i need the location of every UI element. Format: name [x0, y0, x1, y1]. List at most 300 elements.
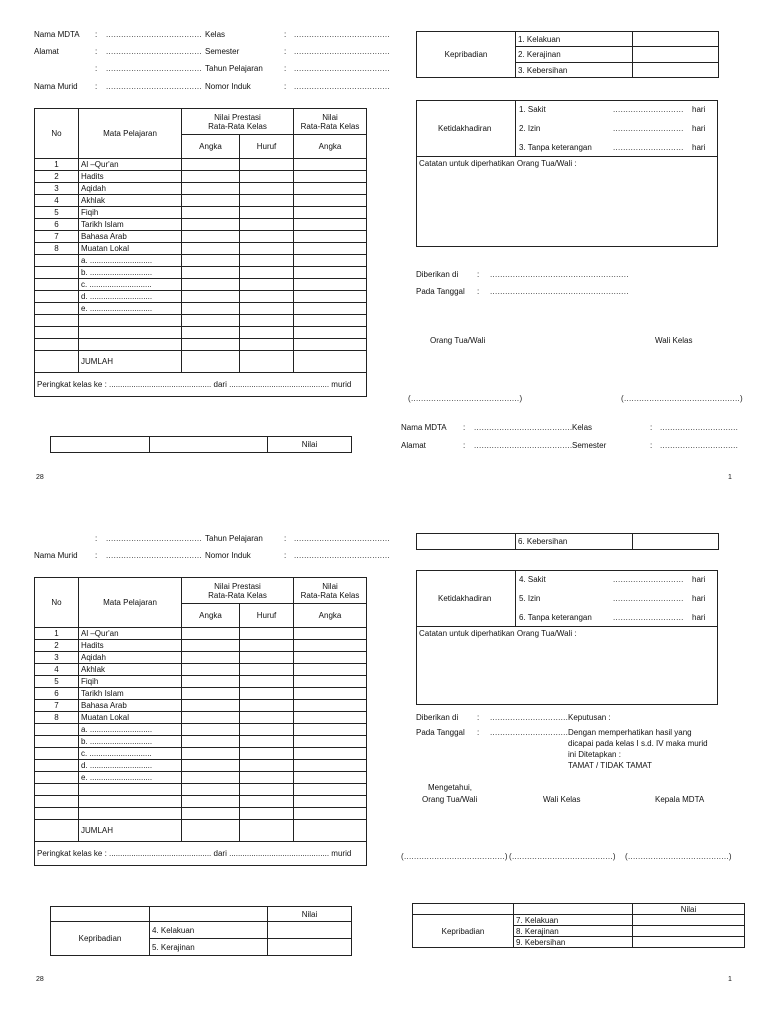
- ident-dots: ......................................: [106, 82, 202, 91]
- ident-colon: :: [95, 82, 98, 91]
- absence-item: 4. Sakit: [519, 575, 546, 584]
- row-no: [35, 748, 79, 760]
- row-no: [35, 724, 79, 736]
- row-subject: b. ............................: [79, 736, 182, 748]
- bottom-label-semester: Semester: [572, 441, 607, 450]
- row-angka: [182, 183, 240, 195]
- keputusan-text: Dengan memperhatikan hasil yang: [568, 728, 692, 737]
- row-huruf: [240, 712, 294, 724]
- row-rata: [294, 303, 367, 315]
- jumlah-label: JUMLAH: [79, 820, 182, 842]
- bottom-label-kelas: Kelas: [572, 423, 593, 432]
- row-rata: [294, 327, 367, 339]
- table-row: [35, 291, 367, 303]
- colon: :: [650, 423, 653, 432]
- col-angka: Angka: [182, 135, 240, 159]
- table-row: [35, 159, 367, 171]
- row-subject: Aqidah: [79, 652, 182, 664]
- col-huruf: Huruf: [240, 604, 294, 628]
- page-number-right: 1: [728, 976, 732, 983]
- row-subject: Muatan Lokal: [79, 712, 182, 724]
- row-huruf: [240, 652, 294, 664]
- row-rata: [294, 640, 367, 652]
- table-row: [35, 219, 367, 231]
- ident-dots: ......................................: [294, 30, 390, 39]
- grade-rows: [35, 159, 367, 351]
- colon: :: [477, 728, 480, 737]
- row-subject: c. ............................: [79, 748, 182, 760]
- diberikan-label: Diberikan di: [416, 270, 459, 279]
- row-rata: [294, 772, 367, 784]
- table-row: [35, 772, 367, 784]
- row-rata: [294, 700, 367, 712]
- absence-unit: hari: [692, 105, 706, 114]
- row-subject: Aqidah: [79, 183, 182, 195]
- row-huruf: [240, 736, 294, 748]
- row-subject: d. ............................: [79, 291, 182, 303]
- row-huruf: [240, 315, 294, 327]
- table-row: [35, 808, 367, 820]
- row-angka: [182, 339, 240, 351]
- row-subject: Al –Qur'an: [79, 159, 182, 171]
- absence-dots: ............................: [613, 613, 684, 622]
- table-row: [35, 315, 367, 327]
- ident-dots: ......................................: [294, 47, 390, 56]
- row-rata: [294, 159, 367, 171]
- ident-label-alamat: Alamat: [34, 47, 59, 56]
- row-huruf: [240, 195, 294, 207]
- row-subject: c. ............................: [79, 279, 182, 291]
- absence-unit: hari: [692, 613, 706, 622]
- row-no: [35, 291, 79, 303]
- row-no: 2: [35, 640, 79, 652]
- row-subject: [79, 784, 182, 796]
- row-subject: a. ............................: [79, 724, 182, 736]
- empty-cell: [51, 907, 150, 922]
- table-row: [35, 267, 367, 279]
- row-subject: Muatan Lokal: [79, 243, 182, 255]
- table-row: [35, 303, 367, 315]
- row-rata: [294, 808, 367, 820]
- absence-unit: hari: [692, 124, 706, 133]
- row-no: 5: [35, 207, 79, 219]
- diberikan-label: Diberikan di: [416, 713, 459, 722]
- row-no: 6: [35, 688, 79, 700]
- row-angka: [182, 327, 240, 339]
- row-no: 3: [35, 652, 79, 664]
- divider: [515, 570, 516, 626]
- row-huruf: [240, 760, 294, 772]
- row-no: [35, 339, 79, 351]
- nilai-small-table: [50, 436, 352, 453]
- table-row: [35, 195, 367, 207]
- table-row: [35, 183, 367, 195]
- divider: [416, 626, 718, 627]
- ident-dots: ......................................: [294, 534, 390, 543]
- row-huruf: [240, 327, 294, 339]
- row-angka: [182, 808, 240, 820]
- row-subject: e. ............................: [79, 303, 182, 315]
- mengetahui-label: Mengetahui,: [428, 783, 473, 792]
- row-no: [35, 315, 79, 327]
- colon: :: [650, 441, 653, 450]
- row-no: 5: [35, 676, 79, 688]
- ident-label-nomor-induk: Nomor Induk: [205, 82, 251, 91]
- keputusan-text: dicapai pada kelas I s.d. IV maka murid: [568, 739, 708, 748]
- jumlah-cell: [182, 820, 240, 842]
- empty-cell: [150, 437, 268, 453]
- ident-label-nama-murid: Nama Murid: [34, 82, 78, 91]
- row-huruf: [240, 207, 294, 219]
- table-row: [35, 207, 367, 219]
- absence-dots: ............................: [613, 575, 684, 584]
- kepribadian-table: [416, 31, 719, 78]
- ident-label-kelas: Kelas: [205, 30, 226, 39]
- row-huruf: [240, 772, 294, 784]
- row-angka: [182, 315, 240, 327]
- table-row: [35, 640, 367, 652]
- row-rata: [294, 339, 367, 351]
- empty-cell: [633, 937, 745, 948]
- row-subject: Akhlak: [79, 664, 182, 676]
- row-angka: [182, 724, 240, 736]
- row-angka: [182, 628, 240, 640]
- orang-tua-label: Orang Tua/Wali: [430, 336, 486, 345]
- grade-table: [34, 577, 367, 866]
- colon: :: [463, 441, 466, 450]
- empty-cell: [633, 47, 719, 63]
- orang-tua-label: Orang Tua/Wali: [422, 795, 478, 804]
- row-subject: Hadits: [79, 640, 182, 652]
- grade-table: [34, 108, 367, 397]
- row-angka: [182, 664, 240, 676]
- empty-cell: [633, 915, 745, 926]
- ketidakhadiran-label: Ketidakhadiran: [438, 124, 492, 133]
- jumlah-cell: [35, 820, 79, 842]
- table-row: [35, 676, 367, 688]
- ident-dots: ......................................: [294, 551, 390, 560]
- row-no: [35, 267, 79, 279]
- kepribadian-item: 2. Kerajinan: [516, 47, 633, 63]
- page-number-right: 1: [728, 474, 732, 481]
- jumlah-cell: [35, 351, 79, 373]
- row-rata: [294, 688, 367, 700]
- row-angka: [182, 255, 240, 267]
- colon: :: [477, 713, 480, 722]
- row-angka: [182, 267, 240, 279]
- jumlah-cell: [294, 351, 367, 373]
- kepribadian-label: Kepribadian: [417, 32, 516, 78]
- row-subject: Hadits: [79, 171, 182, 183]
- row-rata: [294, 207, 367, 219]
- tamat-label: TAMAT / TIDAK TAMAT: [568, 761, 652, 770]
- table-row: [35, 327, 367, 339]
- table-row: [35, 748, 367, 760]
- page-number-left: 28: [36, 474, 44, 481]
- kepribadian-table-right: [412, 903, 745, 948]
- table-row: [35, 171, 367, 183]
- bottom-dots: ...............................: [660, 423, 739, 432]
- signature-kepala: (........................................): [625, 852, 732, 861]
- ident-colon: :: [95, 64, 98, 73]
- empty-cell: [633, 32, 719, 47]
- row-subject: Al –Qur'an: [79, 628, 182, 640]
- ident-colon: :: [284, 82, 287, 91]
- row-angka: [182, 772, 240, 784]
- row-rata: [294, 676, 367, 688]
- row-rata: [294, 243, 367, 255]
- absence-item: 1. Sakit: [519, 105, 546, 114]
- nilai-header: Nilai: [633, 904, 745, 915]
- row-huruf: [240, 219, 294, 231]
- kepribadian-item: 8. Kerajinan: [514, 926, 633, 937]
- row-angka: [182, 171, 240, 183]
- colon: :: [477, 287, 480, 296]
- row-rata: [294, 183, 367, 195]
- row-no: 1: [35, 159, 79, 171]
- row-rata: [294, 195, 367, 207]
- row-angka: [182, 159, 240, 171]
- pada-tanggal-label: Pada Tanggal: [416, 287, 465, 296]
- row-subject: [79, 339, 182, 351]
- ident-label-nama-murid: Nama Murid: [34, 551, 78, 560]
- ident-dots: ......................................: [106, 64, 202, 73]
- row-subject: Tarikh Islam: [79, 219, 182, 231]
- ident-dots: ......................................: [106, 47, 202, 56]
- row-angka: [182, 219, 240, 231]
- row-angka: [182, 784, 240, 796]
- absence-dots: ............................: [613, 124, 684, 133]
- ident-dots: ......................................: [106, 30, 202, 39]
- jumlah-cell: [294, 820, 367, 842]
- nilai-header: Nilai: [268, 437, 352, 453]
- table-row: [35, 736, 367, 748]
- absence-item: 2. Izin: [519, 124, 541, 133]
- ident-colon: :: [95, 30, 98, 39]
- row-angka: [182, 676, 240, 688]
- absence-item: 3. Tanpa keterangan: [519, 143, 592, 152]
- kebersihan-table: [416, 533, 719, 550]
- row-huruf: [240, 339, 294, 351]
- kepribadian-item: 5. Kerajinan: [150, 939, 268, 956]
- row-angka: [182, 736, 240, 748]
- absence-item: 6. Tanpa keterangan: [519, 613, 592, 622]
- row-huruf: [240, 808, 294, 820]
- row-no: [35, 255, 79, 267]
- bottom-dots: ...............................: [660, 441, 739, 450]
- row-rata: [294, 291, 367, 303]
- row-angka: [182, 700, 240, 712]
- empty-cell: [633, 926, 745, 937]
- row-huruf: [240, 676, 294, 688]
- row-angka: [182, 207, 240, 219]
- grade-rows: [35, 628, 367, 820]
- absence-dots: ............................: [613, 105, 684, 114]
- empty-cell: [268, 939, 352, 956]
- row-no: [35, 279, 79, 291]
- diberikan-dots: .......................................................: [490, 270, 629, 279]
- row-no: 4: [35, 195, 79, 207]
- row-rata: [294, 796, 367, 808]
- table-row: [35, 784, 367, 796]
- absence-item: 5. Izin: [519, 594, 541, 603]
- row-no: [35, 736, 79, 748]
- page-number-left: 28: [36, 976, 44, 983]
- row-angka: [182, 688, 240, 700]
- row-subject: Bahasa Arab: [79, 231, 182, 243]
- row-subject: b. ............................: [79, 267, 182, 279]
- keputusan-text: ini Ditetapkan :: [568, 750, 621, 759]
- jumlah-cell: [240, 351, 294, 373]
- empty-cell: [51, 437, 150, 453]
- row-no: [35, 808, 79, 820]
- jumlah-cell: [240, 820, 294, 842]
- row-subject: [79, 315, 182, 327]
- row-no: [35, 796, 79, 808]
- table-row: [35, 652, 367, 664]
- row-huruf: [240, 183, 294, 195]
- row-angka: [182, 796, 240, 808]
- table-row: [35, 339, 367, 351]
- absence-dots: ............................: [613, 143, 684, 152]
- ident-dots: ......................................: [106, 551, 202, 560]
- row-rata: [294, 784, 367, 796]
- row-huruf: [240, 628, 294, 640]
- ident-label-nama-mdta: Nama MDTA: [34, 30, 80, 39]
- bottom-dots: .......................................: [474, 423, 573, 432]
- ident-label-tahun: Tahun Pelajaran: [205, 534, 263, 543]
- kepribadian-item: 1. Kelakuan: [516, 32, 633, 47]
- ident-colon: :: [284, 30, 287, 39]
- row-subject: Bahasa Arab: [79, 700, 182, 712]
- empty-cell: [150, 907, 268, 922]
- row-no: [35, 784, 79, 796]
- table-row: [35, 664, 367, 676]
- kepribadian-item: 3. Kebersihan: [516, 63, 633, 78]
- table-row: [35, 724, 367, 736]
- empty-cell: [268, 922, 352, 939]
- row-angka: [182, 279, 240, 291]
- row-no: 7: [35, 231, 79, 243]
- row-subject: Fiqih: [79, 676, 182, 688]
- table-row: [35, 796, 367, 808]
- row-no: 2: [35, 171, 79, 183]
- absence-unit: hari: [692, 575, 706, 584]
- empty-cell: [633, 63, 719, 78]
- row-subject: d. ............................: [79, 760, 182, 772]
- row-rata: [294, 628, 367, 640]
- row-rata: [294, 255, 367, 267]
- row-rata: [294, 748, 367, 760]
- wali-kelas-label: Wali Kelas: [655, 336, 693, 345]
- empty-cell: [417, 534, 516, 550]
- col-rata: Nilai Rata-Rata Kelas: [294, 578, 367, 604]
- row-rata: [294, 664, 367, 676]
- row-no: [35, 303, 79, 315]
- table-row: [35, 688, 367, 700]
- signature-orang-tua: (...........................................): [408, 394, 523, 403]
- signature-orang-tua: (........................................): [401, 852, 508, 861]
- kepribadian-label: Kepribadian: [413, 915, 514, 948]
- row-rata: [294, 724, 367, 736]
- row-no: [35, 327, 79, 339]
- row-huruf: [240, 640, 294, 652]
- tanggal-dots: ...............................: [490, 728, 569, 737]
- ketidakhadiran-box: [416, 100, 718, 247]
- row-huruf: [240, 243, 294, 255]
- row-subject: Tarikh Islam: [79, 688, 182, 700]
- col-rata: Nilai Rata-Rata Kelas: [294, 109, 367, 135]
- row-no: 8: [35, 712, 79, 724]
- row-angka: [182, 760, 240, 772]
- col-no: No: [35, 578, 79, 628]
- row-rata: [294, 267, 367, 279]
- row-angka: [182, 652, 240, 664]
- row-subject: a. ............................: [79, 255, 182, 267]
- row-subject: e. ............................: [79, 772, 182, 784]
- kepala-label: Kepala MDTA: [655, 795, 705, 804]
- row-huruf: [240, 171, 294, 183]
- colon: :: [463, 423, 466, 432]
- ident-colon: :: [95, 551, 98, 560]
- row-huruf: [240, 700, 294, 712]
- row-subject: [79, 796, 182, 808]
- divider: [515, 100, 516, 156]
- row-huruf: [240, 664, 294, 676]
- row-angka: [182, 640, 240, 652]
- jumlah-label: JUMLAH: [79, 351, 182, 373]
- wali-kelas-label: Wali Kelas: [543, 795, 581, 804]
- ident-colon: :: [95, 47, 98, 56]
- row-huruf: [240, 291, 294, 303]
- col-no: No: [35, 109, 79, 159]
- row-rata: [294, 652, 367, 664]
- row-rata: [294, 171, 367, 183]
- table-row: [35, 628, 367, 640]
- col-angka: Angka: [294, 135, 367, 159]
- row-no: 3: [35, 183, 79, 195]
- divider: [416, 156, 718, 157]
- pada-tanggal-label: Pada Tanggal: [416, 728, 465, 737]
- ident-label-nomor-induk: Nomor Induk: [205, 551, 251, 560]
- empty-cell: [633, 534, 719, 550]
- row-angka: [182, 231, 240, 243]
- bottom-label-alamat: Alamat: [401, 441, 426, 450]
- ident-dots: ......................................: [294, 82, 390, 91]
- table-row: [35, 243, 367, 255]
- row-no: 4: [35, 664, 79, 676]
- table-row: [35, 712, 367, 724]
- absence-unit: hari: [692, 143, 706, 152]
- ident-label-semester: Semester: [205, 47, 240, 56]
- table-row: [35, 700, 367, 712]
- kepribadian-label: Kepribadian: [51, 922, 150, 956]
- row-huruf: [240, 303, 294, 315]
- row-rata: [294, 736, 367, 748]
- col-angka: Angka: [294, 604, 367, 628]
- empty-cell: [413, 904, 514, 915]
- col-angka: Angka: [182, 604, 240, 628]
- ident-colon: :: [284, 534, 287, 543]
- col-subject: Mata Pelajaran: [79, 578, 182, 628]
- row-huruf: [240, 784, 294, 796]
- absence-dots: ............................: [613, 594, 684, 603]
- bottom-dots: .......................................: [474, 441, 573, 450]
- bottom-label-nama: Nama MDTA: [401, 423, 447, 432]
- row-subject: Fiqih: [79, 207, 182, 219]
- row-rata: [294, 760, 367, 772]
- row-angka: [182, 748, 240, 760]
